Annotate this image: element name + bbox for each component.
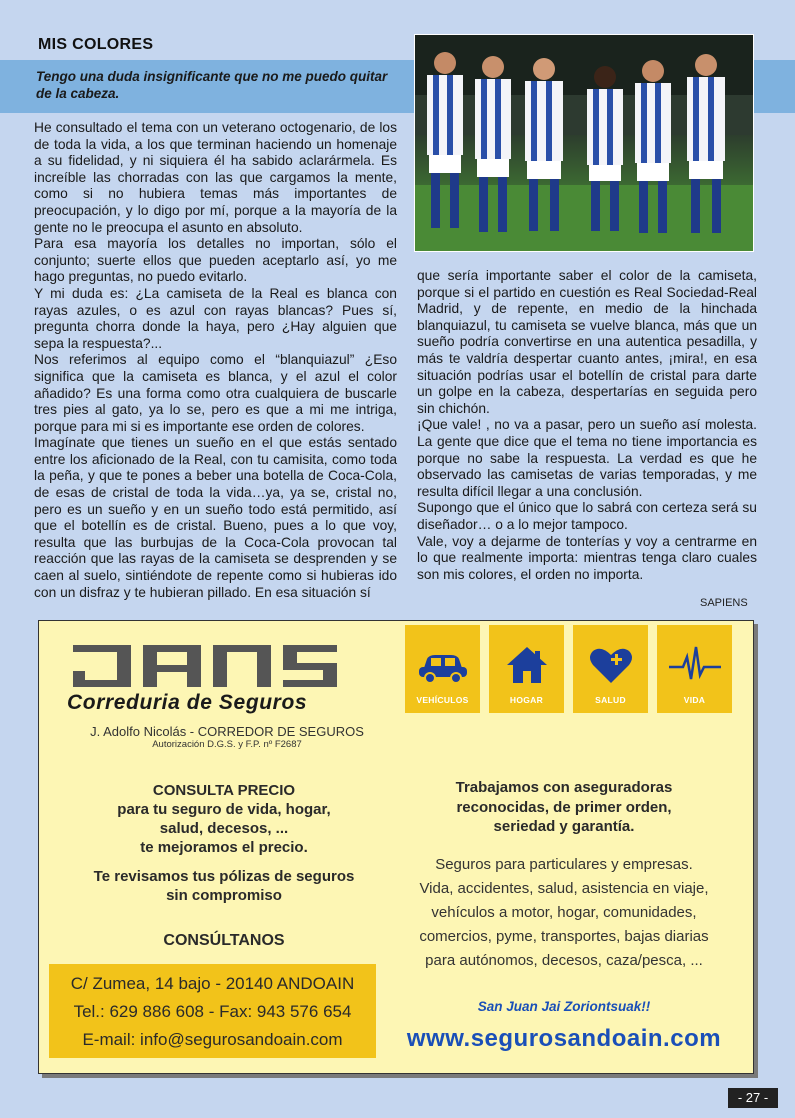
house-icon — [501, 645, 553, 685]
tile-label: SALUD — [595, 695, 626, 705]
heart-icon — [585, 645, 637, 685]
article-subtitle: Tengo una duda insignificante que no me puedo quitar de la cabeza. — [36, 69, 388, 101]
right-paragraph: ¡Que vale! , no va a pasar, pero un sueño así molesta. La gente que dice que el tema no tiene importancia es porque no sabe la respuesta. La verdad es que he observado las camisetas de varias temporadas, y me resulta difícil llegar a una conclusión. — [417, 417, 757, 499]
left-paragraph: Imagínate que tienes un sueño en el que estás sentado entre los aficionado de la Real, con tu camisita, como toda la peña, y que te pones a beber una botella de Coca-Cola, de esas de cristal de toda la vida…ya, ya se, cristal no, pero es un sueño y en un sueño todo está permitido, así que el botellín es de cristal. Bueno, pues a lo que voy, resulta que las burbujas de la Coca-Cola provocan tal reacción que las rayas de la camiseta se desprenden y se caen al suelo, sintiéndote de repente como si hubieras ido con un disfraz y te hubieran pillado. En esa situación sí — [34, 435, 397, 600]
revisamos-line: sin compromiso — [166, 887, 282, 904]
consulta-precio-block — [59, 781, 389, 857]
page-number: - 27 - — [728, 1088, 778, 1108]
right-paragraph: que sería importante saber el color de la camiseta, porque si el partido en cuestión es Real Sociedad-Real Madrid, y de repente, en medio de la hinchada blanquiazul, tu camiseta se vuelve blanca, más que un sueño podría convertirse en una autentica pesadilla, y más te valdría despertar cuanto antes, ¡mira!, en esa situación podrías usar el botellín de cristal para darte un golpe en la cabeza, despertarías en seguida pero sin chichón. — [417, 268, 757, 416]
seguros-list — [399, 853, 729, 973]
trabajamos-block — [399, 778, 729, 837]
left-paragraph: Para esa mayoría los detalles no importan, sólo el conjunto; suerte ellos que pueden aceptarlo así, yo me hago preguntas, no puedo evitarlo. — [34, 236, 397, 285]
seguros-line: vehículos a motor, hogar, comunidades, — [431, 904, 697, 921]
seguros-line: Vida, accidentes, salud, asistencia en viaje, — [419, 880, 709, 897]
car-icon — [417, 645, 469, 685]
broker-name: J. Adolfo Nicolás - CORREDOR DE SEGUROS — [90, 724, 364, 739]
article-signature: SAPIENS — [700, 597, 748, 609]
jans-logo-icon — [73, 645, 337, 687]
team-photo — [414, 34, 754, 252]
insurance-advertisement — [38, 620, 754, 1074]
trabajamos-line: Trabajamos con aseguradoras — [455, 779, 673, 796]
logo-subtitle: Correduria de Seguros — [67, 691, 308, 714]
tile-label: VEHÍCULOS — [416, 695, 469, 705]
trabajamos-line: reconocidas, de primer orden, — [456, 798, 672, 816]
article-right-column — [417, 268, 757, 583]
authorization-number: Autorización D.G.S. y F.P. nº F2687 — [152, 739, 302, 750]
seguros-line: Seguros para particulares y empresas. — [435, 856, 693, 873]
tile-salud — [573, 625, 648, 713]
right-paragraph: Supongo que el único que lo sabrá con certeza será su diseñador… o a lo mejor tampoco. — [417, 500, 757, 532]
left-paragraph: Y mi duda es: ¿La camiseta de la Real es blanca con rayas azules, o es azul con rayas blancas? Pues sí, pregunta chorra donde la haya, pero ¿Hay alguien que sepa la respuesta?... — [34, 285, 397, 351]
consulta-line: CONSULTA PRECIO — [152, 782, 296, 799]
revisamos-line: Te revisamos tus pólizas de seguros — [93, 868, 355, 885]
football-team-photo-icon — [415, 35, 753, 251]
left-paragraph: Nos referimos al equipo como el “blanquiazul” ¿Eso significa que la camiseta es blanca, y el azul el color añadido? Es una forma como otra cualquiera de buscarle tres pies al gato, ya lo se, pero es que a mi me intriga, porque para mi si es importante ese orden de colores. — [34, 352, 397, 434]
consulta-line: te mejoramos el precio. — [140, 839, 308, 856]
article-title: MIS COLORES — [38, 36, 154, 53]
email-line[interactable]: E-mail: info@segurosandoain.com — [82, 1030, 343, 1049]
left-paragraph: He consultado el tema con un veterano octogenario, de los de toda la vida, a los que terminan haciendo un homenaje a su fidelidad, y ni siquiera él ha sabido aclarármela. Es increíble las chorradas con las que cargamos la mente, como si no hubiera temas más importantes de preocupación, y lo digo por mí, porque a la mayoría de la gente no le preocupa el asunto en absoluto. — [34, 120, 397, 235]
tile-hogar — [489, 625, 564, 713]
heartbeat-icon — [669, 645, 721, 685]
address-line: C/ Zumea, 14 bajo - 20140 ANDOAIN — [70, 974, 355, 993]
tile-label: HOGAR — [509, 695, 544, 705]
address-box — [49, 964, 376, 1058]
tile-vehiculos — [405, 625, 480, 713]
website-link[interactable]: www.segurosandoain.com — [406, 1025, 722, 1052]
trabajamos-line: seriedad y garantía. — [493, 818, 635, 835]
consulta-line: salud, decesos, ... — [159, 820, 289, 837]
revisamos-block — [59, 867, 389, 905]
phone-line: Tel.: 629 886 608 - Fax: 943 576 654 — [73, 1002, 352, 1021]
consultanos-heading: CONSÚLTANOS — [163, 932, 285, 949]
tile-vida — [657, 625, 732, 713]
greeting-text: San Juan Jai Zoriontsuak!! — [477, 999, 651, 1014]
seguros-line: para autónomos, decesos, caza/pesca, ... — [425, 952, 703, 969]
tile-label: VIDA — [683, 695, 706, 705]
seguros-line: comercios, pyme, transportes, bajas diarias — [419, 928, 709, 945]
consulta-line: para tu seguro de vida, hogar, — [117, 801, 331, 818]
right-paragraph: Vale, voy a dejarme de tonterías y voy a centrarme en lo que realmente importa: mientras tenga claro cuales son mis colores, el orden no importa. — [417, 533, 757, 582]
article-left-column — [34, 120, 397, 601]
